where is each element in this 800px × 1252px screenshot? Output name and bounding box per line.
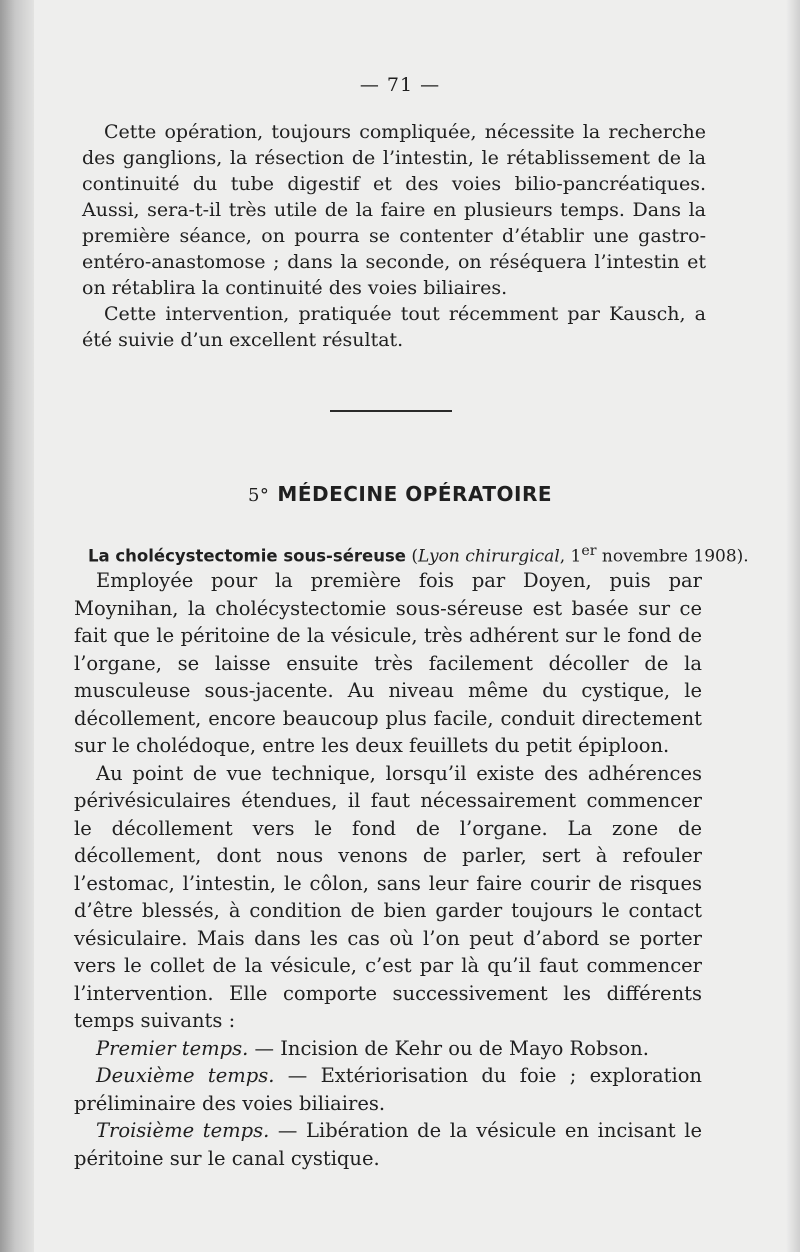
page-number: — 71 —	[359, 74, 441, 96]
step-2-label: Deuxième temps.	[96, 1064, 275, 1087]
intro-paragraph-2: Cette intervention, pratiquée tout récemment par Kausch, a été suivie d’un excellent résultat.	[82, 303, 706, 351]
intro-text	[82, 119, 706, 353]
article-reference	[88, 539, 749, 569]
article-date-pre: , 1	[559, 546, 582, 567]
article-open-paren: (	[406, 546, 419, 567]
intro-paragraph-1: Cette opération, toujours compliquée, nécessite la recherche des ganglions, la résection de l’intestin, le rétablissement de la continuité du tube digestif et des voies bilio-pancréatiques. Aussi, sera-t-il très utile de la faire en plusieurs temps. Dans la première séance, on pourra se contenter d’établir une gastro-entéro-anastomose ; dans la seconde, on réséquera l’intestin et on rétablira la continuité des voies biliaires.	[82, 121, 706, 299]
step-1-label: Premier temps.	[96, 1036, 249, 1060]
article-title: La cholécystectomie sous-séreuse	[88, 546, 406, 566]
step-2	[74, 1062, 702, 1117]
section-heading	[0, 482, 800, 506]
article-body	[74, 567, 702, 1172]
section-separator	[330, 410, 452, 412]
section-number: 5°	[247, 485, 270, 506]
article-date-sup: er	[581, 543, 597, 559]
step-3-label: Troisième temps.	[96, 1119, 270, 1142]
article-paragraph-1: Employée pour la première fois par Doyen, puis par Moynihan, la cholécystectomie sous-séreuse est basée sur ce fait que le péritoine de la vésicule, très adhérent sur le fond de l’organe, se laisse ensuite très facilement décoller de la musculeuse sous-jacente. Au niveau même du cystique, le décollement, encore beaucoup plus facile, conduit directement sur le cholédoque, entre les deux feuillets du petit épiploon.	[74, 569, 702, 757]
step-3	[74, 1117, 702, 1172]
article-date-post: novembre 1908).	[596, 546, 749, 567]
step-1-text: — Incision de Kehr ou de Mayo Robson.	[248, 1036, 649, 1060]
binding-shadow	[0, 0, 34, 1252]
article-paragraph-2: Au point de vue technique, lorsqu’il existe des adhérences périvésiculaires étendues, il faut nécessairement commencer le décollement vers le fond de l’organe. La zone de décollement, dont nous venons de parler, sert à refouler l’estomac, l’intestin, le côlon, sans leur faire courir de risques d’être blessés, à condition de bien garder toujours le contact vésiculaire. Mais dans les cas où l’on peut d’abord se porter vers le collet de la vésicule, c’est par là qu’il faut commencer l’intervention. Elle comporte successivement les différents temps suivants :	[74, 761, 702, 1032]
section-title: MÉDECINE OPÉRATOIRE	[277, 482, 553, 506]
step-2-text: — Extériorisation du foie ; exploration préliminaire des voies biliaires.	[74, 1064, 702, 1115]
step-1	[74, 1035, 702, 1063]
article-journal: Lyon chirurgical	[418, 546, 560, 567]
step-3-text: — Libération de la vésicule en incisant le péritoine sur le canal cystique.	[74, 1119, 703, 1170]
edge-shadow	[786, 0, 800, 1252]
